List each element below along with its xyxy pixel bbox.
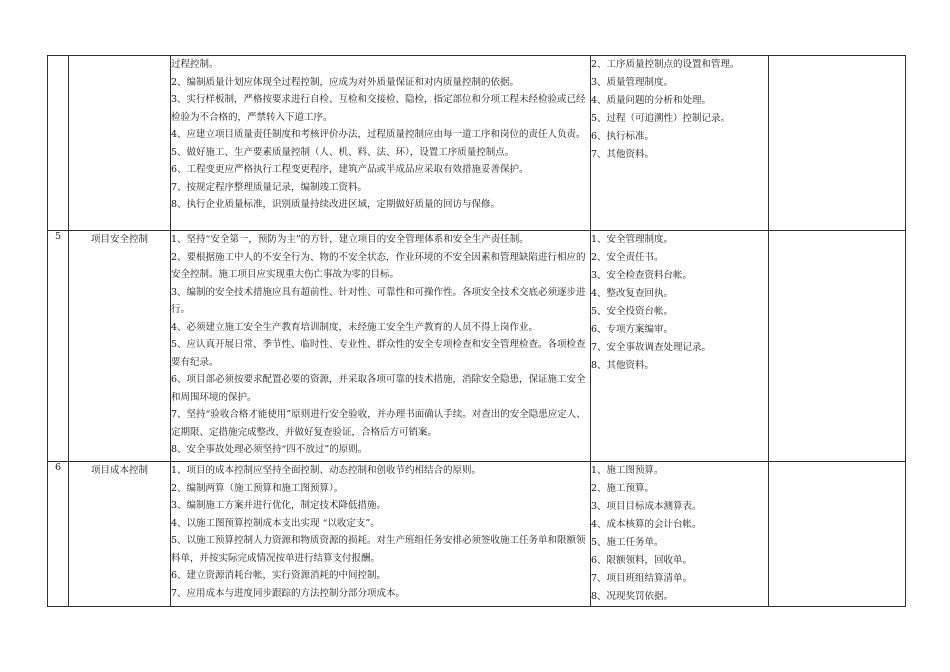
document-line: 1、施工图预算。	[591, 465, 664, 476]
remark-cell	[769, 231, 906, 462]
document-line: 4、成本核算的会计台帐。	[591, 519, 702, 530]
requirement-line: 6、建立资源消耗台帐，实行资源消耗的中间控制。	[171, 570, 387, 581]
requirement-line: 过程控制。	[171, 59, 219, 70]
document-line: 5、过程（可追溯性）控制记录。	[591, 113, 731, 124]
requirement-line: 6、工程变更应严格执行工程变更程序，建筑产品或半成品应采取有效措施妥善保护。	[171, 164, 529, 175]
requirement-line: 3、实行样板制，严格按要求进行自检、互检和交接检、隐检，指定部位和分项工程未经检验或已经检验为不合格的，严禁转入下道工序。	[171, 94, 586, 123]
requirement-line: 4、应建立项目质量责任制度和考核评价办法，过程质量控制应由每一道工序和岗位的责任人负责。	[171, 129, 586, 140]
requirement-line: 1、坚持“安全第一，预防为主”的方针，建立项目的安全管理体系和安全生产责任制。	[171, 234, 529, 245]
row-number	[48, 56, 69, 231]
document-line: 2、安全责任书。	[591, 252, 664, 263]
requirement-line: 7、应用成本与进度同步跟踪的方法控制分部分项成本。	[171, 587, 406, 599]
document-line: 6、限额领料，回收单。	[591, 555, 693, 566]
remark-cell	[769, 462, 906, 607]
requirement-line: 8、执行企业质量标准，识别质量持续改进区域，定期做好质量的回访与保修。	[171, 199, 501, 210]
requirement-line: 4、以施工图预算控制成本支出实现 “以收定支”。	[171, 517, 380, 529]
requirement-line: 8、安全事故处理必须坚持“四不放过”的原则。	[171, 444, 368, 455]
table-row	[48, 231, 906, 462]
document-line: 3、质量管理制度。	[591, 77, 674, 88]
document-line: 2、施工预算。	[591, 483, 655, 494]
requirements-cell	[171, 231, 591, 462]
documents-cell	[591, 231, 769, 462]
documents-cell	[591, 56, 769, 231]
document-line: 7、安全事故调查处理记录。	[591, 342, 712, 353]
document-line: 4、整改复查回执。	[591, 288, 674, 299]
document-line: 4、质量问题的分析和处理。	[591, 95, 712, 106]
requirement-line: 5、以施工预算控制人力资源和物质资源的损耗。对生产班组任务安排必须签收施工任务单和限额领料单，并按实际完成情况按单进行结算支付报酬。	[171, 535, 586, 564]
document-line: 7、其他资料。	[591, 149, 655, 160]
document-line: 2、工序质量控制点的设置和管理。	[591, 59, 740, 70]
document-line: 8、况现奖罚依据。	[591, 591, 674, 602]
requirement-line: 3、编制施工方案并进行优化，制定技术降低措施。	[171, 500, 387, 511]
document-line: 3、安全检查资料台帐。	[591, 270, 693, 281]
requirement-line: 2、编制质量计划应体现全过程控制，应成为对外质量保证和对内质量控制的依据。	[171, 76, 520, 88]
requirement-line: 7、按规定程序整理质量记录，编制竣工资料。	[171, 181, 368, 193]
requirement-line: 4、必须建立施工安全生产教育培训制度，未经施工安全生产教育的人员不得上岗作业。	[171, 321, 539, 333]
document-line: 3、项目目标成本测算表。	[591, 501, 702, 512]
remark-cell	[769, 56, 906, 231]
document-line: 6、执行标准。	[591, 131, 655, 142]
requirement-line: 2、编制两算（施工预算和施工图预算）。	[171, 482, 344, 494]
management-table	[47, 55, 906, 607]
row-number: 5	[48, 231, 69, 462]
requirement-line: 7、坚持“验收合格才能使用”原则进行安全验收，并办理书面确认手续。对查出的安全隐患应定人、定期限、定措施完成整改，并做好复查验证，合格后方可销案。	[171, 409, 586, 438]
document-line: 1、安全管理制度。	[591, 234, 674, 245]
row-number: 6	[48, 462, 69, 607]
document-line: 5、安全投资台帐。	[591, 306, 674, 317]
requirement-line: 1、项目的成本控制应坚持全面控制、动态控制和创收节约相结合的原则。	[171, 465, 482, 476]
requirement-line: 5、应认真开展日常、季节性、临时性、专业性、群众性的安全专项检查和安全管理检查。各项检查要有纪录。	[171, 339, 586, 368]
table-row	[48, 56, 906, 231]
table-row	[48, 462, 906, 607]
item-name: 项目安全控制	[69, 231, 171, 462]
requirements-cell	[171, 56, 591, 231]
document-line: 8、其他资料。	[591, 360, 655, 371]
requirement-line: 2、要根据施工中人的不安全行为、物的不安全状态，作业环境的不安全因素和管理缺陷进行相应的安全控制。施工项目应实现重大伤亡事故为零的目标。	[171, 251, 586, 280]
document-line: 7、项目班组结算清单。	[591, 573, 693, 584]
requirement-line: 6、项目部必须按要求配置必要的资源，并采取各项可靠的技术措施，消除安全隐患，保证施工安全和周围环境的保护。	[171, 374, 586, 403]
requirement-line: 5、做好施工、生产要素质量控制（人、机、料、法、环），设置工序质量控制点。	[171, 146, 515, 158]
item-name: 项目成本控制	[69, 462, 171, 607]
requirements-cell	[171, 462, 591, 607]
document-line: 6、专项方案编审。	[591, 324, 674, 335]
requirement-line: 3、编制的安全技术措施应具有超前性、针对性、可靠性和可操作性。各项安全技术交底必须逐步进行。	[171, 286, 586, 315]
item-name	[69, 56, 171, 231]
document-line: 5、施工任务单。	[591, 537, 664, 548]
documents-cell	[591, 462, 769, 607]
